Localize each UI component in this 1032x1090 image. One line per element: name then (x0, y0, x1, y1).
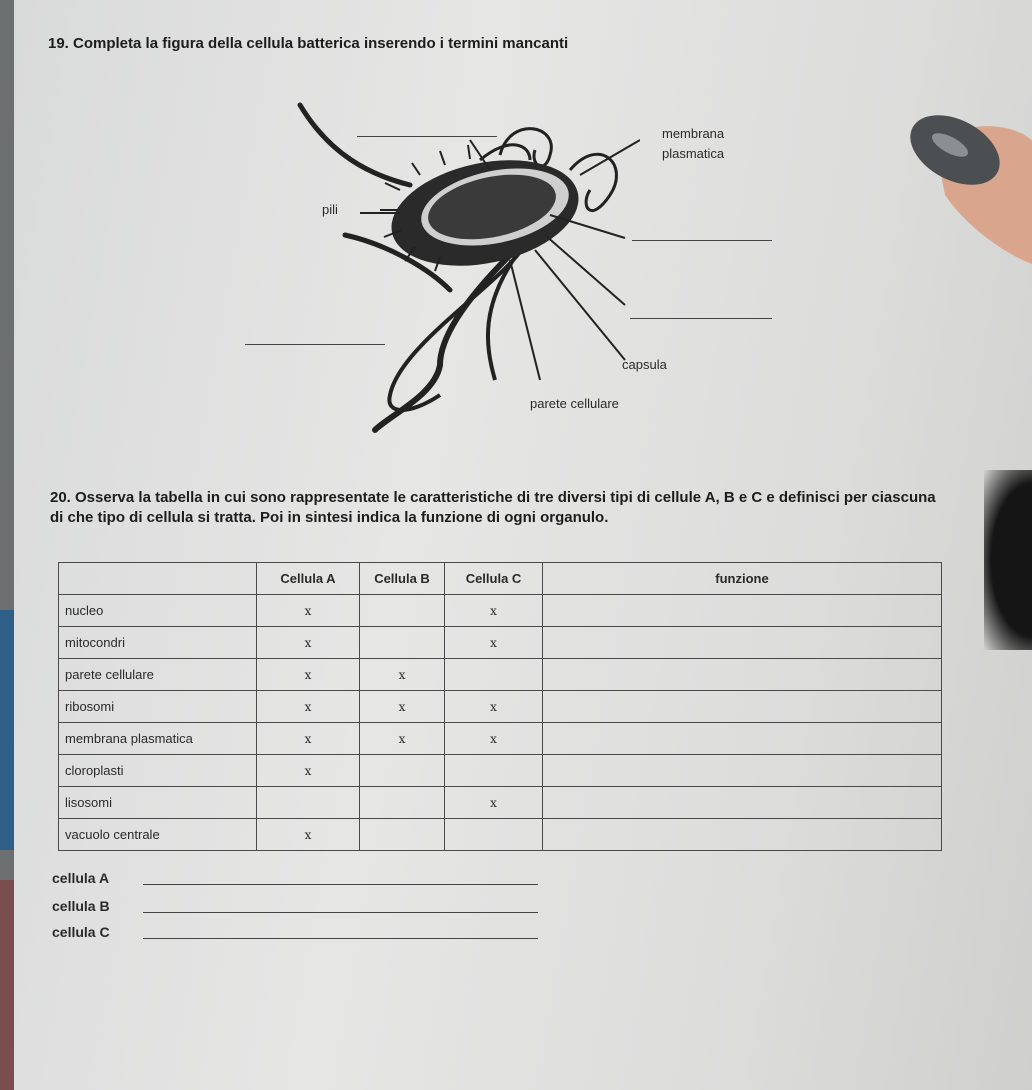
label-parete: parete cellulare (530, 396, 619, 411)
cell-c[interactable] (445, 819, 543, 851)
cell-c[interactable]: x (445, 595, 543, 627)
organelle-name: parete cellulare (59, 659, 257, 691)
cell-b[interactable] (360, 819, 445, 851)
cell-b[interactable]: x (360, 723, 445, 755)
table-row (59, 659, 942, 691)
question-20: 20. Osserva la tabella in cui sono rappresentate le caratteristiche di tre diversi tipi di cellule A, B e C e definisci per ciascuna di che tipo di cellula si tratta. Poi in sintesi indica la funzione di ogni organulo. (50, 489, 936, 526)
organelle-name: mitocondri (59, 627, 257, 659)
cell-c[interactable] (445, 755, 543, 787)
cell-funzione[interactable] (543, 723, 942, 755)
blank-left[interactable] (245, 344, 385, 345)
cell-funzione[interactable] (543, 819, 942, 851)
cell-funzione[interactable] (543, 787, 942, 819)
label-plasmatica: plasmatica (662, 146, 725, 161)
question-19: 19. Completa la figura della cellula batterica inserendo i termini mancanti (48, 35, 569, 52)
cell-c[interactable] (445, 659, 543, 691)
table-row (59, 755, 942, 787)
cell-funzione[interactable] (543, 627, 942, 659)
organelle-name: membrana plasmatica (59, 723, 257, 755)
background-edge-lower (0, 880, 14, 1090)
answer-label-a: cellula A (52, 870, 110, 886)
blank-top[interactable] (357, 136, 497, 137)
bacterium-illustration (280, 95, 640, 440)
cell-a[interactable]: x (257, 595, 360, 627)
cell-funzione[interactable] (543, 659, 942, 691)
header-funzione: funzione (543, 563, 942, 595)
table-row (59, 627, 942, 659)
cell-funzione[interactable] (543, 691, 942, 723)
table-row (59, 819, 942, 851)
organelles-table (58, 562, 942, 851)
cell-a[interactable]: x (257, 627, 360, 659)
organelle-name: lisosomi (59, 787, 257, 819)
cell-funzione[interactable] (543, 755, 942, 787)
cell-b[interactable]: x (360, 691, 445, 723)
answer-label-b: cellula B (52, 898, 110, 914)
hair-shadow (984, 470, 1032, 650)
cell-b[interactable] (360, 787, 445, 819)
organelle-name: vacuolo centrale (59, 819, 257, 851)
cell-a[interactable]: x (257, 755, 360, 787)
cell-c[interactable]: x (445, 723, 543, 755)
cell-b[interactable] (360, 755, 445, 787)
blank-right-2[interactable] (630, 318, 772, 319)
background-edge (0, 610, 14, 850)
blank-right-1[interactable] (632, 240, 772, 241)
organelle-name: ribosomi (59, 691, 257, 723)
header-cellula-b: Cellula B (360, 563, 445, 595)
table-row (59, 691, 942, 723)
cell-b[interactable] (360, 595, 445, 627)
answer-label-c: cellula C (52, 924, 110, 940)
answer-blank-a[interactable] (143, 884, 538, 885)
organelle-name: cloroplasti (59, 755, 257, 787)
cell-a[interactable] (257, 787, 360, 819)
table-row (59, 787, 942, 819)
label-pili: pili (322, 202, 338, 217)
cell-b[interactable]: x (360, 659, 445, 691)
header-empty (59, 563, 257, 595)
label-membrana: membrana (662, 126, 725, 141)
cell-c[interactable]: x (445, 627, 543, 659)
finger-with-nail (905, 105, 1032, 275)
cell-a[interactable]: x (257, 723, 360, 755)
cell-b[interactable] (360, 627, 445, 659)
organelle-name: nucleo (59, 595, 257, 627)
answer-blank-c[interactable] (143, 938, 538, 939)
table-row (59, 595, 942, 627)
cell-a[interactable]: x (257, 819, 360, 851)
label-capsula: capsula (622, 357, 667, 372)
cell-a[interactable]: x (257, 659, 360, 691)
header-cellula-a: Cellula A (257, 563, 360, 595)
table-header-row (59, 563, 942, 595)
answer-blank-b[interactable] (143, 912, 538, 913)
table-row (59, 723, 942, 755)
header-cellula-c: Cellula C (445, 563, 543, 595)
cell-a[interactable]: x (257, 691, 360, 723)
cell-funzione[interactable] (543, 595, 942, 627)
cell-c[interactable]: x (445, 691, 543, 723)
cell-c[interactable]: x (445, 787, 543, 819)
